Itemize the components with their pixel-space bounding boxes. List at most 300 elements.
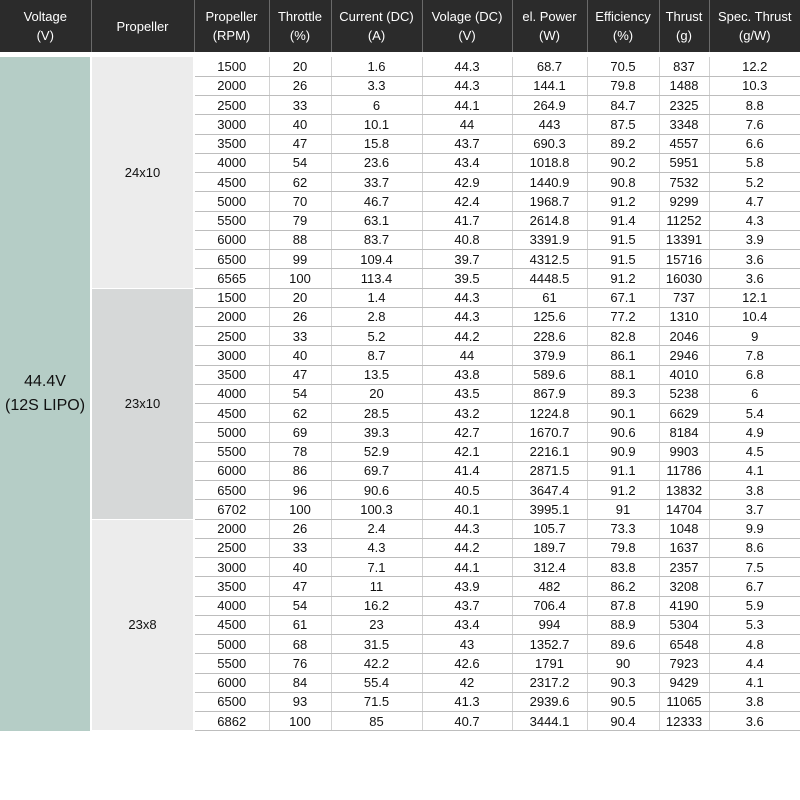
- header-label: Thrust: [665, 9, 703, 24]
- power-cell: 2614.8: [512, 211, 587, 230]
- efficiency-cell: 70.5: [587, 57, 659, 76]
- thrust-cell: 7923: [659, 654, 709, 673]
- throttle-cell: 61: [269, 615, 331, 634]
- throttle-cell: 26: [269, 519, 331, 538]
- spec-thrust-cell: 3.8: [709, 692, 800, 711]
- efficiency-cell: 91.1: [587, 461, 659, 480]
- efficiency-cell: 90.8: [587, 173, 659, 192]
- power-cell: 189.7: [512, 538, 587, 557]
- rpm-cell: 6000: [194, 230, 269, 249]
- throttle-cell: 78: [269, 442, 331, 461]
- power-cell: 3444.1: [512, 712, 587, 731]
- current-cell: 11: [331, 577, 422, 596]
- throttle-cell: 47: [269, 365, 331, 384]
- volage-cell: 43: [422, 635, 512, 654]
- current-cell: 16.2: [331, 596, 422, 615]
- efficiency-cell: 90.3: [587, 673, 659, 692]
- thrust-cell: 11065: [659, 692, 709, 711]
- header-thrust: [659, 0, 709, 52]
- current-cell: 31.5: [331, 635, 422, 654]
- spec-thrust-cell: 4.4: [709, 654, 800, 673]
- volage-cell: 44.3: [422, 76, 512, 95]
- spec-thrust-cell: 4.5: [709, 442, 800, 461]
- spec-thrust-cell: 7.8: [709, 346, 800, 365]
- throttle-cell: 62: [269, 404, 331, 423]
- spec-thrust-cell: 12.1: [709, 288, 800, 307]
- efficiency-cell: 90.9: [587, 442, 659, 461]
- volage-cell: 43.9: [422, 577, 512, 596]
- table-header: [0, 0, 800, 52]
- throttle-cell: 62: [269, 173, 331, 192]
- current-cell: 5.2: [331, 327, 422, 346]
- volage-cell: 44.3: [422, 57, 512, 76]
- current-cell: 52.9: [331, 442, 422, 461]
- efficiency-cell: 89.3: [587, 384, 659, 403]
- thrust-cell: 13832: [659, 481, 709, 500]
- spec-thrust-cell: 6: [709, 384, 800, 403]
- volage-cell: 44.3: [422, 288, 512, 307]
- throttle-cell: 54: [269, 153, 331, 172]
- volage-cell: 43.8: [422, 365, 512, 384]
- thrust-cell: 16030: [659, 269, 709, 288]
- header-label: Propeller: [205, 9, 258, 24]
- current-cell: 8.7: [331, 346, 422, 365]
- propeller-cell: 23x10: [91, 288, 194, 519]
- header-label: Efficiency: [595, 9, 651, 24]
- efficiency-cell: 77.2: [587, 307, 659, 326]
- current-cell: 7.1: [331, 558, 422, 577]
- rpm-cell: 4000: [194, 596, 269, 615]
- power-cell: 105.7: [512, 519, 587, 538]
- volage-cell: 42.7: [422, 423, 512, 442]
- efficiency-cell: 91.2: [587, 269, 659, 288]
- volage-cell: 41.4: [422, 461, 512, 480]
- thrust-cell: 12333: [659, 712, 709, 731]
- thrust-cell: 3348: [659, 115, 709, 134]
- header-unit: (g): [676, 28, 692, 43]
- rpm-cell: 6862: [194, 712, 269, 731]
- volage-cell: 43.4: [422, 615, 512, 634]
- throttle-cell: 47: [269, 577, 331, 596]
- thrust-cell: 4010: [659, 365, 709, 384]
- thrust-cell: 6548: [659, 635, 709, 654]
- rpm-cell: 6500: [194, 692, 269, 711]
- power-cell: 1440.9: [512, 173, 587, 192]
- volage-cell: 42.4: [422, 192, 512, 211]
- current-cell: 42.2: [331, 654, 422, 673]
- current-cell: 1.4: [331, 288, 422, 307]
- header-propeller: [91, 0, 194, 52]
- thrust-cell: 9429: [659, 673, 709, 692]
- power-cell: 3391.9: [512, 230, 587, 249]
- volage-cell: 44.3: [422, 307, 512, 326]
- efficiency-cell: 79.8: [587, 538, 659, 557]
- current-cell: 3.3: [331, 76, 422, 95]
- header-unit: (V): [36, 28, 54, 43]
- thrust-cell: 2046: [659, 327, 709, 346]
- efficiency-cell: 90.6: [587, 423, 659, 442]
- rpm-cell: 5500: [194, 211, 269, 230]
- volage-cell: 41.3: [422, 692, 512, 711]
- power-cell: 867.9: [512, 384, 587, 403]
- table-body: [0, 52, 800, 731]
- thrust-cell: 4557: [659, 134, 709, 153]
- current-cell: 113.4: [331, 269, 422, 288]
- power-cell: 68.7: [512, 57, 587, 76]
- current-cell: 1.6: [331, 57, 422, 76]
- thrust-cell: 2357: [659, 558, 709, 577]
- thrust-cell: 3208: [659, 577, 709, 596]
- spec-thrust-cell: 4.7: [709, 192, 800, 211]
- spec-thrust-cell: 4.1: [709, 461, 800, 480]
- rpm-cell: 6000: [194, 461, 269, 480]
- throttle-cell: 79: [269, 211, 331, 230]
- efficiency-cell: 91.2: [587, 192, 659, 211]
- throttle-cell: 26: [269, 76, 331, 95]
- spec-thrust-cell: 8.8: [709, 96, 800, 115]
- rpm-cell: 3000: [194, 115, 269, 134]
- volage-cell: 42.1: [422, 442, 512, 461]
- spec-thrust-cell: 10.3: [709, 76, 800, 95]
- rpm-cell: 5000: [194, 635, 269, 654]
- header-unit: (W): [539, 28, 560, 43]
- throttle-cell: 70: [269, 192, 331, 211]
- rpm-cell: 5500: [194, 654, 269, 673]
- header-voltage: [0, 0, 91, 52]
- efficiency-cell: 91: [587, 500, 659, 519]
- efficiency-cell: 90.1: [587, 404, 659, 423]
- rpm-cell: 6702: [194, 500, 269, 519]
- rpm-cell: 2000: [194, 519, 269, 538]
- volage-cell: 44: [422, 346, 512, 365]
- current-cell: 39.3: [331, 423, 422, 442]
- efficiency-cell: 87.5: [587, 115, 659, 134]
- throttle-cell: 68: [269, 635, 331, 654]
- spec-thrust-cell: 5.8: [709, 153, 800, 172]
- volage-cell: 39.7: [422, 250, 512, 269]
- volage-cell: 40.8: [422, 230, 512, 249]
- throttle-cell: 40: [269, 558, 331, 577]
- header-label: Volage (DC): [431, 9, 503, 24]
- volage-cell: 43.4: [422, 153, 512, 172]
- efficiency-cell: 91.5: [587, 250, 659, 269]
- efficiency-cell: 89.2: [587, 134, 659, 153]
- volage-cell: 40.1: [422, 500, 512, 519]
- header-rpm: [194, 0, 269, 52]
- rpm-cell: 6000: [194, 673, 269, 692]
- thrust-cell: 5304: [659, 615, 709, 634]
- spec-thrust-cell: 3.7: [709, 500, 800, 519]
- thrust-cell: 8184: [659, 423, 709, 442]
- current-cell: 28.5: [331, 404, 422, 423]
- power-cell: 144.1: [512, 76, 587, 95]
- current-cell: 85: [331, 712, 422, 731]
- current-cell: 69.7: [331, 461, 422, 480]
- thrust-cell: 11786: [659, 461, 709, 480]
- thrust-cell: 1310: [659, 307, 709, 326]
- efficiency-cell: 91.4: [587, 211, 659, 230]
- header-efficiency: [587, 0, 659, 52]
- volage-cell: 44.1: [422, 96, 512, 115]
- volage-cell: 40.7: [422, 712, 512, 731]
- thrust-cell: 2946: [659, 346, 709, 365]
- rpm-cell: 3500: [194, 134, 269, 153]
- efficiency-cell: 84.7: [587, 96, 659, 115]
- throttle-cell: 76: [269, 654, 331, 673]
- efficiency-cell: 79.8: [587, 76, 659, 95]
- spec-thrust-cell: 4.1: [709, 673, 800, 692]
- efficiency-cell: 73.3: [587, 519, 659, 538]
- thrust-cell: 1488: [659, 76, 709, 95]
- throttle-cell: 93: [269, 692, 331, 711]
- throttle-cell: 33: [269, 96, 331, 115]
- volage-cell: 44.1: [422, 558, 512, 577]
- spec-thrust-cell: 5.2: [709, 173, 800, 192]
- throttle-cell: 86: [269, 461, 331, 480]
- efficiency-cell: 90.2: [587, 153, 659, 172]
- power-cell: 1670.7: [512, 423, 587, 442]
- thrust-cell: 1048: [659, 519, 709, 538]
- power-cell: 589.6: [512, 365, 587, 384]
- rpm-cell: 6500: [194, 250, 269, 269]
- header-unit: (RPM): [212, 28, 251, 43]
- efficiency-cell: 90.5: [587, 692, 659, 711]
- rpm-cell: 4500: [194, 173, 269, 192]
- efficiency-cell: 89.6: [587, 635, 659, 654]
- spec-thrust-cell: 9: [709, 327, 800, 346]
- header-spec-thrust: [709, 0, 800, 52]
- spec-thrust-cell: 5.9: [709, 596, 800, 615]
- throttle-cell: 96: [269, 481, 331, 500]
- rpm-cell: 6565: [194, 269, 269, 288]
- rpm-cell: 2000: [194, 307, 269, 326]
- power-cell: 3647.4: [512, 481, 587, 500]
- volage-cell: 44: [422, 115, 512, 134]
- spec-thrust-cell: 3.6: [709, 269, 800, 288]
- spec-thrust-cell: 7.5: [709, 558, 800, 577]
- thrust-cell: 6629: [659, 404, 709, 423]
- spec-thrust-cell: 12.2: [709, 57, 800, 76]
- volage-cell: 44.3: [422, 519, 512, 538]
- thrust-cell: 1637: [659, 538, 709, 557]
- power-cell: 61: [512, 288, 587, 307]
- header-label: Voltage: [23, 9, 67, 24]
- throttle-cell: 100: [269, 500, 331, 519]
- efficiency-cell: 86.2: [587, 577, 659, 596]
- spec-thrust-cell: 3.8: [709, 481, 800, 500]
- volage-cell: 44.2: [422, 538, 512, 557]
- rpm-cell: 4500: [194, 615, 269, 634]
- spec-thrust-cell: 3.6: [709, 250, 800, 269]
- thrust-cell: 9299: [659, 192, 709, 211]
- voltage-cell: [0, 57, 91, 731]
- volage-cell: 42.9: [422, 173, 512, 192]
- header-label: Current (DC): [339, 9, 414, 24]
- header-label: Spec. Thrust: [718, 9, 792, 24]
- thrust-cell: 737: [659, 288, 709, 307]
- efficiency-cell: 87.8: [587, 596, 659, 615]
- current-cell: 23: [331, 615, 422, 634]
- efficiency-cell: 83.8: [587, 558, 659, 577]
- power-cell: 2939.6: [512, 692, 587, 711]
- rpm-cell: 6500: [194, 481, 269, 500]
- throttle-cell: 40: [269, 115, 331, 134]
- volage-cell: 43.7: [422, 596, 512, 615]
- rpm-cell: 3500: [194, 365, 269, 384]
- throttle-cell: 47: [269, 134, 331, 153]
- throttle-cell: 84: [269, 673, 331, 692]
- spec-thrust-cell: 6.7: [709, 577, 800, 596]
- spec-thrust-cell: 3.9: [709, 230, 800, 249]
- power-cell: 228.6: [512, 327, 587, 346]
- header-current: [331, 0, 422, 52]
- volage-cell: 43.5: [422, 384, 512, 403]
- spec-thrust-cell: 6.8: [709, 365, 800, 384]
- spec-thrust-cell: 8.6: [709, 538, 800, 557]
- rpm-cell: 5500: [194, 442, 269, 461]
- throttle-cell: 33: [269, 538, 331, 557]
- battery-type: (12S LIPO): [4, 396, 86, 414]
- rpm-cell: 2000: [194, 76, 269, 95]
- header-volage: [422, 0, 512, 52]
- spec-thrust-cell: 7.6: [709, 115, 800, 134]
- power-cell: 125.6: [512, 307, 587, 326]
- power-cell: 1968.7: [512, 192, 587, 211]
- spec-thrust-cell: 4.8: [709, 635, 800, 654]
- header-throttle: [269, 0, 331, 52]
- throttle-cell: 20: [269, 57, 331, 76]
- rpm-cell: 5000: [194, 192, 269, 211]
- power-cell: 443: [512, 115, 587, 134]
- power-cell: 312.4: [512, 558, 587, 577]
- power-cell: 1352.7: [512, 635, 587, 654]
- power-cell: 2216.1: [512, 442, 587, 461]
- power-cell: 264.9: [512, 96, 587, 115]
- thrust-cell: 837: [659, 57, 709, 76]
- throttle-cell: 100: [269, 269, 331, 288]
- throttle-cell: 100: [269, 712, 331, 731]
- thrust-cell: 5951: [659, 153, 709, 172]
- header-power: [512, 0, 587, 52]
- spec-thrust-cell: 3.6: [709, 712, 800, 731]
- propeller-cell: 24x10: [91, 57, 194, 288]
- spec-thrust-cell: 10.4: [709, 307, 800, 326]
- throttle-cell: 33: [269, 327, 331, 346]
- header-unit: (A): [367, 28, 386, 43]
- current-cell: 100.3: [331, 500, 422, 519]
- header-label: el. Power: [522, 9, 577, 24]
- current-cell: 63.1: [331, 211, 422, 230]
- volage-cell: 41.7: [422, 211, 512, 230]
- header-row: [0, 0, 800, 52]
- efficiency-cell: 88.9: [587, 615, 659, 634]
- throttle-cell: 54: [269, 596, 331, 615]
- thrust-cell: 13391: [659, 230, 709, 249]
- throttle-cell: 26: [269, 307, 331, 326]
- volage-cell: 39.5: [422, 269, 512, 288]
- current-cell: 83.7: [331, 230, 422, 249]
- efficiency-cell: 88.1: [587, 365, 659, 384]
- rpm-cell: 3500: [194, 577, 269, 596]
- throttle-cell: 40: [269, 346, 331, 365]
- rpm-cell: 2500: [194, 538, 269, 557]
- power-cell: 1224.8: [512, 404, 587, 423]
- throttle-cell: 20: [269, 288, 331, 307]
- spec-thrust-cell: 9.9: [709, 519, 800, 538]
- efficiency-cell: 91.5: [587, 230, 659, 249]
- rpm-cell: 3000: [194, 346, 269, 365]
- current-cell: 4.3: [331, 538, 422, 557]
- spec-thrust-cell: 6.6: [709, 134, 800, 153]
- thrust-cell: 15716: [659, 250, 709, 269]
- voltage-value: 44.4V: [24, 372, 66, 390]
- volage-cell: 42.6: [422, 654, 512, 673]
- efficiency-cell: 67.1: [587, 288, 659, 307]
- efficiency-cell: 91.2: [587, 481, 659, 500]
- header-unit: (%): [612, 28, 634, 43]
- power-cell: 994: [512, 615, 587, 634]
- power-cell: 1791: [512, 654, 587, 673]
- thrust-cell: 2325: [659, 96, 709, 115]
- rpm-cell: 4500: [194, 404, 269, 423]
- rpm-cell: 4000: [194, 153, 269, 172]
- spec-thrust-cell: 5.4: [709, 404, 800, 423]
- volage-cell: 43.7: [422, 134, 512, 153]
- power-cell: 706.4: [512, 596, 587, 615]
- table-row: [0, 519, 800, 538]
- rpm-cell: 2500: [194, 327, 269, 346]
- efficiency-cell: 90: [587, 654, 659, 673]
- thrust-cell: 5238: [659, 384, 709, 403]
- thrust-cell: 4190: [659, 596, 709, 615]
- header-label: Throttle: [277, 9, 323, 24]
- volage-cell: 40.5: [422, 481, 512, 500]
- propeller-cell: 23x8: [91, 519, 194, 731]
- current-cell: 10.1: [331, 115, 422, 134]
- power-cell: 4448.5: [512, 269, 587, 288]
- power-cell: 379.9: [512, 346, 587, 365]
- thrust-cell: 14704: [659, 500, 709, 519]
- power-cell: 690.3: [512, 134, 587, 153]
- spec-thrust-cell: 4.9: [709, 423, 800, 442]
- power-cell: 3995.1: [512, 500, 587, 519]
- thrust-cell: 7532: [659, 173, 709, 192]
- rpm-cell: 2500: [194, 96, 269, 115]
- power-cell: 2317.2: [512, 673, 587, 692]
- power-cell: 2871.5: [512, 461, 587, 480]
- header-unit: (g/W): [738, 28, 771, 43]
- rpm-cell: 5000: [194, 423, 269, 442]
- current-cell: 55.4: [331, 673, 422, 692]
- power-cell: 4312.5: [512, 250, 587, 269]
- current-cell: 13.5: [331, 365, 422, 384]
- rpm-cell: 3000: [194, 558, 269, 577]
- efficiency-cell: 90.4: [587, 712, 659, 731]
- throttle-cell: 88: [269, 230, 331, 249]
- current-cell: 33.7: [331, 173, 422, 192]
- volage-cell: 42: [422, 673, 512, 692]
- rpm-cell: 1500: [194, 288, 269, 307]
- efficiency-cell: 82.8: [587, 327, 659, 346]
- power-cell: 482: [512, 577, 587, 596]
- current-cell: 6: [331, 96, 422, 115]
- thrust-cell: 9903: [659, 442, 709, 461]
- current-cell: 23.6: [331, 153, 422, 172]
- spec-thrust-cell: 4.3: [709, 211, 800, 230]
- current-cell: 71.5: [331, 692, 422, 711]
- header-label: Propeller: [116, 18, 169, 34]
- header-unit: (V): [458, 28, 476, 43]
